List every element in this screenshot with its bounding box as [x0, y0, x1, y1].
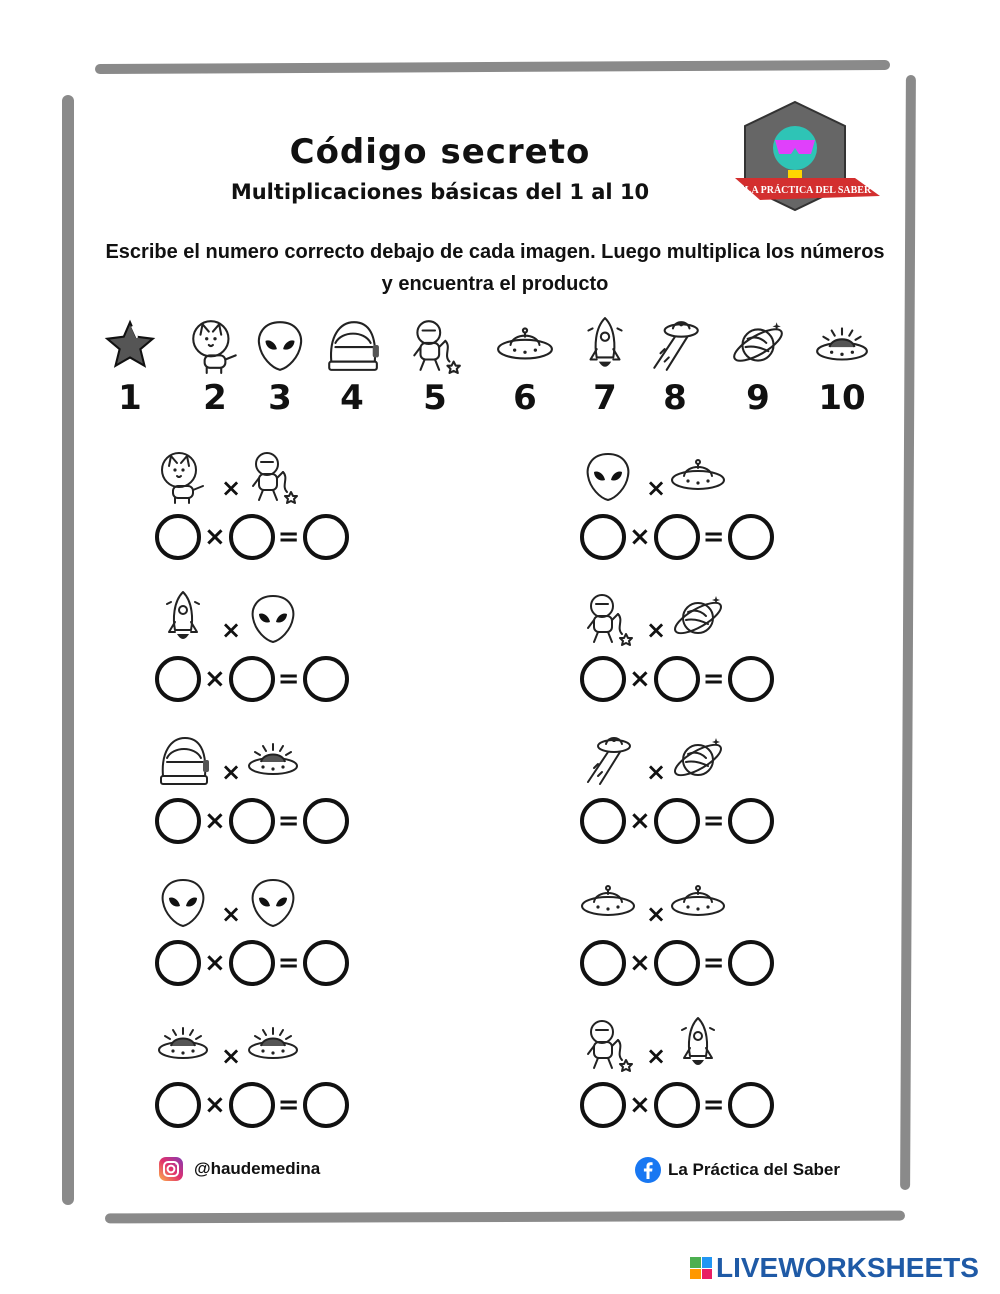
key-item: [802, 316, 882, 418]
multiplication-problem: [580, 590, 840, 720]
brand-label: LIVEWORKSHEETS: [716, 1252, 979, 1283]
shining-saucer-icon: [245, 1016, 301, 1072]
equals-sign: =: [702, 1090, 725, 1120]
key-number: 4: [340, 378, 364, 418]
product-circle[interactable]: [303, 656, 349, 702]
instagram-icon: [158, 1156, 184, 1182]
multiplication-problem: [155, 1016, 415, 1146]
instructions: Escribe el numero correcto debajo de cada imagen. Luego multiplica los números y encuentra el producto: [105, 241, 885, 295]
multiplication-problem: [580, 732, 840, 862]
facebook-page: [634, 1156, 840, 1184]
equals-sign: =: [277, 948, 300, 978]
instagram-label: @haudemedina: [194, 1159, 321, 1178]
times-sign: ×: [646, 900, 667, 928]
times-sign: ×: [646, 474, 667, 502]
answer-circle-a[interactable]: [580, 1082, 626, 1128]
brand-logo: [730, 100, 890, 220]
product-circle[interactable]: [303, 1082, 349, 1128]
frame-left: [62, 95, 74, 1205]
key-number: 7: [593, 378, 617, 418]
times-sign: ×: [221, 616, 242, 644]
key-item: [312, 316, 392, 418]
flying-saucer-icon: [580, 874, 636, 930]
alien-head-icon: [245, 590, 301, 646]
flying-saucer-icon: [670, 874, 726, 930]
rocket-icon: [670, 1016, 726, 1072]
rocket-icon: [576, 316, 634, 374]
astronaut-icon: [580, 1016, 636, 1072]
key-item: [565, 316, 645, 418]
shining-saucer-icon: [245, 732, 301, 788]
times-sign: ×: [221, 474, 242, 502]
key-item: [635, 316, 715, 418]
equals-sign: =: [277, 664, 300, 694]
key-item: [240, 316, 320, 418]
times-sign: ×: [629, 806, 651, 836]
rocket-icon: [155, 590, 211, 646]
key-number: 8: [663, 378, 687, 418]
ufo-beam-icon: [646, 316, 704, 374]
space-dog-icon: [186, 316, 244, 374]
shining-saucer-icon: [813, 316, 871, 374]
answer-circle-b[interactable]: [229, 798, 275, 844]
flying-saucer-icon: [670, 448, 726, 504]
answer-circle-a[interactable]: [155, 940, 201, 986]
flying-saucer-icon: [496, 316, 554, 374]
liveworksheets-brand: [690, 1252, 979, 1284]
ufo-beam-icon: [580, 732, 636, 788]
key-number: 3: [268, 378, 292, 418]
times-sign: ×: [204, 522, 226, 552]
key-item: [90, 316, 170, 418]
times-sign: ×: [646, 1042, 667, 1070]
answer-circle-b[interactable]: [654, 1082, 700, 1128]
star-icon: [101, 316, 159, 374]
equals-sign: =: [702, 806, 725, 836]
answer-circle-a[interactable]: [580, 940, 626, 986]
times-sign: ×: [221, 1042, 242, 1070]
answer-circle-a[interactable]: [580, 798, 626, 844]
answer-circle-a[interactable]: [155, 656, 201, 702]
times-sign: ×: [204, 664, 226, 694]
alien-head-icon: [155, 874, 211, 930]
key-item: [718, 316, 798, 418]
astronaut-icon: [580, 590, 636, 646]
times-sign: ×: [629, 948, 651, 978]
times-sign: ×: [204, 948, 226, 978]
facebook-label: La Práctica del Saber: [668, 1160, 840, 1179]
astronaut-icon: [245, 448, 301, 504]
multiplication-problem: [155, 732, 415, 862]
times-sign: ×: [221, 758, 242, 786]
key-number: 6: [513, 378, 537, 418]
space-dog-icon: [155, 448, 211, 504]
answer-circle-a[interactable]: [155, 514, 201, 560]
key-number: 2: [203, 378, 227, 418]
answer-circle-b[interactable]: [229, 1082, 275, 1128]
times-sign: ×: [629, 1090, 651, 1120]
multiplication-problem: [155, 874, 415, 1004]
times-sign: ×: [646, 616, 667, 644]
product-circle[interactable]: [728, 940, 774, 986]
answer-circle-b[interactable]: [654, 940, 700, 986]
equals-sign: =: [702, 664, 725, 694]
alien-head-icon: [245, 874, 301, 930]
equals-sign: =: [277, 522, 300, 552]
answer-circle-a[interactable]: [580, 514, 626, 560]
alien-head-icon: [251, 316, 309, 374]
multiplication-problem: [155, 448, 415, 578]
frame-bottom: [105, 1211, 905, 1224]
frame-right: [900, 75, 916, 1190]
equals-sign: =: [702, 522, 725, 552]
answer-circle-b[interactable]: [229, 656, 275, 702]
key-item: [395, 316, 475, 418]
equals-sign: =: [702, 948, 725, 978]
astronaut-helmet-icon: [155, 732, 211, 788]
equals-sign: =: [277, 1090, 300, 1120]
key-number: 10: [818, 378, 866, 418]
shining-saucer-icon: [155, 1016, 211, 1072]
product-circle[interactable]: [728, 656, 774, 702]
frame-top: [95, 60, 890, 74]
product-circle[interactable]: [728, 798, 774, 844]
facebook-icon: [634, 1156, 662, 1184]
key-number: 9: [746, 378, 770, 418]
answer-circle-a[interactable]: [155, 798, 201, 844]
key-item: [485, 316, 565, 418]
answer-circle-b[interactable]: [229, 514, 275, 560]
product-circle[interactable]: [728, 514, 774, 560]
times-sign: ×: [204, 806, 226, 836]
astronaut-icon: [406, 316, 464, 374]
times-sign: ×: [629, 522, 651, 552]
product-circle[interactable]: [303, 514, 349, 560]
instagram-handle: [158, 1156, 320, 1182]
product-circle[interactable]: [303, 798, 349, 844]
answer-circle-b[interactable]: [654, 656, 700, 702]
page-title: Código secreto: [289, 132, 591, 172]
alien-head-icon: [580, 448, 636, 504]
multiplication-problem: [580, 874, 840, 1004]
planet-icon: [729, 316, 787, 374]
liveworksheets-logo-icon: [690, 1257, 712, 1279]
answer-circle-a[interactable]: [580, 656, 626, 702]
planet-icon: [670, 590, 726, 646]
astronaut-helmet-icon: [323, 316, 381, 374]
multiplication-problem: [580, 448, 840, 578]
key-number: 5: [423, 378, 447, 418]
answer-circle-a[interactable]: [155, 1082, 201, 1128]
product-circle[interactable]: [303, 940, 349, 986]
planet-icon: [670, 732, 726, 788]
equals-sign: =: [277, 806, 300, 836]
page-subtitle: Multiplicaciones básicas del 1 al 10: [230, 180, 650, 204]
times-sign: ×: [629, 664, 651, 694]
multiplication-problem: [580, 1016, 840, 1146]
times-sign: ×: [204, 1090, 226, 1120]
logo-text: LA PRÁCTICA DEL SABER: [744, 185, 872, 196]
product-circle[interactable]: [728, 1082, 774, 1128]
multiplication-problem: [155, 590, 415, 720]
answer-circle-b[interactable]: [229, 940, 275, 986]
key-number: 1: [118, 378, 142, 418]
times-sign: ×: [646, 758, 667, 786]
answer-circle-b[interactable]: [654, 798, 700, 844]
answer-circle-b[interactable]: [654, 514, 700, 560]
times-sign: ×: [221, 900, 242, 928]
